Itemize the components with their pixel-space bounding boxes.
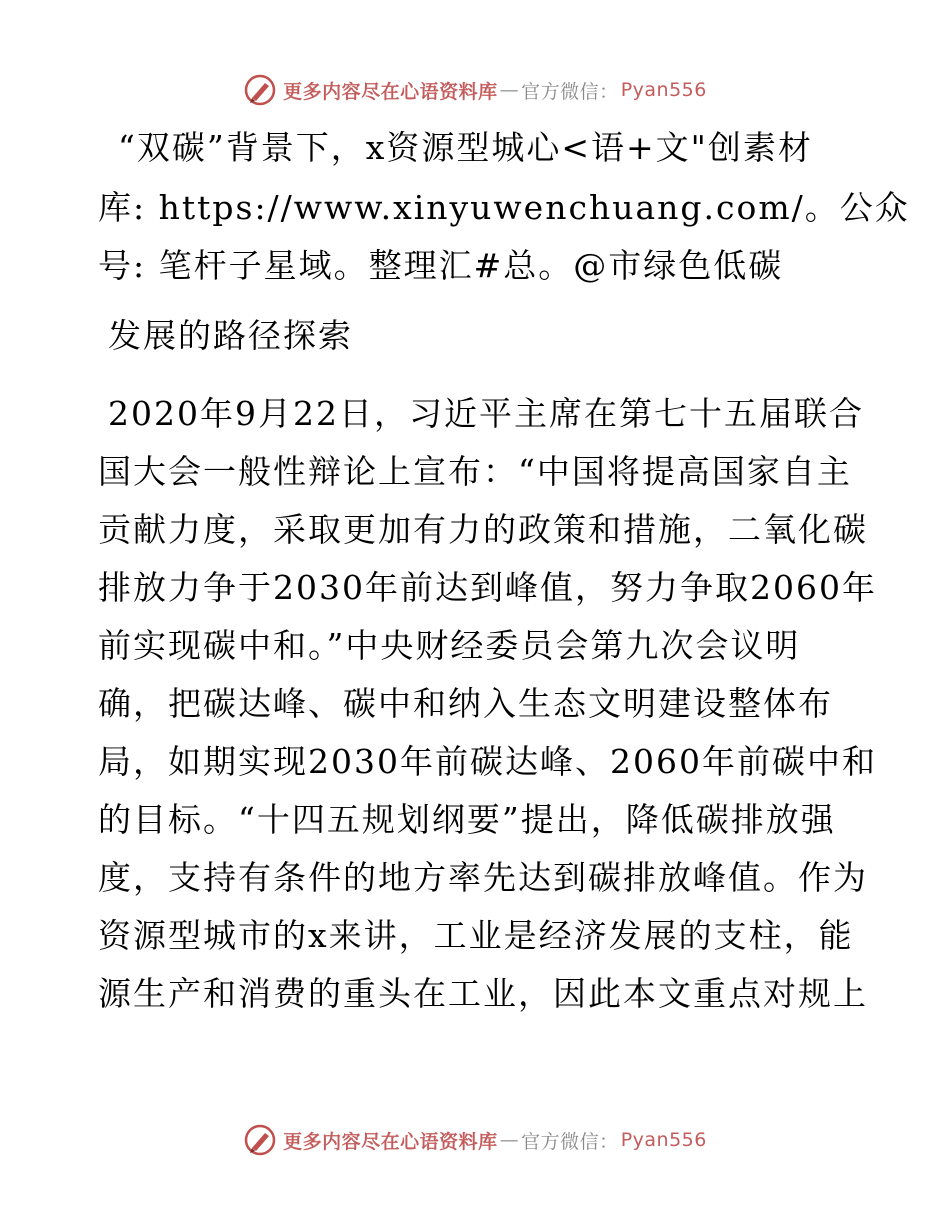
text-line-11: 局，如期实现2030年前碳达峰、2060年前碳中和 — [98, 742, 877, 781]
watermark-label: 官方微信： — [521, 80, 619, 103]
text-line-1: “双碳”背景下，x资源型城心<语+文"创素材 — [118, 128, 813, 167]
footer-watermark — [0, 1120, 950, 1160]
text-line-9: 前实现碳中和。”中央财经委员会第九次会议明 — [98, 626, 801, 665]
document-title: 发展的路径探索 — [108, 316, 353, 355]
watermark-id: Pyan556 — [620, 79, 707, 101]
watermark-label: 官方微信： — [521, 1130, 619, 1153]
text-line-7: 贡献力度，采取更加有力的政策和措施，二氧化碳 — [98, 510, 868, 549]
watermark-dash: — — [499, 1129, 520, 1151]
watermark-text: 更多内容尽在心语资料库 — [283, 1130, 498, 1153]
text-line-8: 排放力争于2030年前达到峰值，努力争取2060年 — [98, 568, 877, 607]
text-line-15: 源生产和消费的重头在工业，因此本文重点对规上 — [98, 974, 868, 1013]
header-watermark — [0, 70, 950, 110]
watermark-text: 更多内容尽在心语资料库 — [283, 80, 498, 103]
text-line-3: 号: 笔杆子星域。整理汇#总。@市绿色低碳 — [98, 246, 784, 285]
text-line-13: 度，支持有条件的地方率先达到碳排放峰值。作为 — [98, 858, 868, 897]
text-line-14: 资源型城市的x来讲，工业是经济发展的支柱，能 — [98, 916, 854, 955]
text-line-5: 2020年9月22日，习近平主席在第七十五届联合 — [108, 394, 864, 433]
text-line-6: 国大会一般性辩论上宣布：“中国将提高国家自主 — [98, 452, 852, 491]
text-line-12: 的目标。“十四五规划纲要”提出，降低碳排放强 — [98, 800, 836, 839]
text-line-2: 库: https://www.xinyuwenchuang.com/。公众 — [98, 188, 910, 227]
text-line-10: 确，把碳达峰、碳中和纳入生态文明建设整体布 — [98, 684, 833, 723]
watermark-id: Pyan556 — [620, 1129, 707, 1151]
watermark-dash: — — [499, 79, 520, 101]
pen-logo-icon — [243, 73, 277, 107]
pen-logo-icon — [243, 1123, 277, 1157]
